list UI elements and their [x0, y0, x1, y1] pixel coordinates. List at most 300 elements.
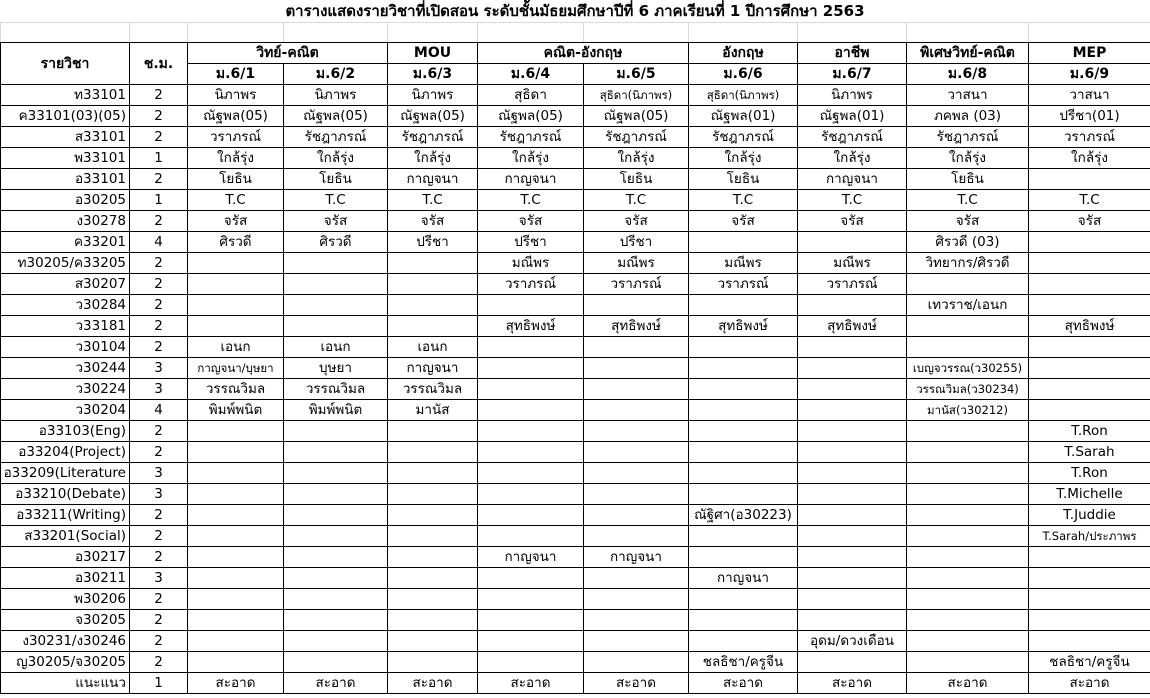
hours-cell[interactable]: 2	[130, 421, 188, 442]
teacher-cell[interactable]: นิภาพร	[798, 85, 907, 106]
program-group-header[interactable]: MEP	[1029, 43, 1150, 64]
teacher-cell[interactable]: กาญจนา	[478, 169, 584, 190]
hours-cell[interactable]: 4	[130, 400, 188, 421]
teacher-cell[interactable]: วรรณวิมล	[188, 379, 284, 400]
teacher-cell[interactable]: ณัฐพล(05)	[584, 106, 689, 127]
hours-cell[interactable]: 2	[130, 589, 188, 610]
teacher-cell[interactable]	[584, 295, 689, 316]
teacher-cell[interactable]: ศิรวดี (03)	[907, 232, 1029, 253]
teacher-cell[interactable]	[388, 547, 478, 568]
teacher-cell[interactable]	[798, 295, 907, 316]
teacher-cell[interactable]: ณัฐพล(05)	[188, 106, 284, 127]
teacher-cell[interactable]: สะอาด	[798, 673, 907, 694]
teacher-cell[interactable]: โยธิน	[907, 169, 1029, 190]
teacher-cell[interactable]: นิภาพร	[388, 85, 478, 106]
teacher-cell[interactable]	[188, 442, 284, 463]
teacher-cell[interactable]	[907, 421, 1029, 442]
teacher-cell[interactable]	[1029, 610, 1150, 631]
teacher-cell[interactable]	[1029, 274, 1150, 295]
teacher-cell[interactable]	[907, 442, 1029, 463]
class-column-header[interactable]: ม.6/1	[188, 64, 284, 85]
hours-cell[interactable]: 2	[130, 274, 188, 295]
teacher-cell[interactable]	[798, 358, 907, 379]
subject-code-cell[interactable]: ว30104	[1, 337, 130, 358]
teacher-cell[interactable]: ใกล้รุ่ง	[478, 148, 584, 169]
teacher-cell[interactable]: T.Ron	[1029, 421, 1150, 442]
teacher-cell[interactable]: T.Juddie	[1029, 505, 1150, 526]
teacher-cell[interactable]	[689, 547, 798, 568]
teacher-cell[interactable]: วราภรณ์	[478, 274, 584, 295]
class-column-header[interactable]: ม.6/3	[388, 64, 478, 85]
teacher-cell[interactable]: วรรณวิมล	[284, 379, 388, 400]
teacher-cell[interactable]: วราภรณ์	[584, 274, 689, 295]
teacher-cell[interactable]	[584, 568, 689, 589]
hours-cell[interactable]: 2	[130, 85, 188, 106]
teacher-cell[interactable]	[907, 652, 1029, 673]
hours-cell[interactable]: 1	[130, 148, 188, 169]
teacher-cell[interactable]: กาญจนา	[584, 547, 689, 568]
hours-cell[interactable]: 2	[130, 547, 188, 568]
class-column-header[interactable]: ม.6/6	[689, 64, 798, 85]
subject-code-cell[interactable]: อ30211	[1, 568, 130, 589]
teacher-cell[interactable]	[388, 652, 478, 673]
hours-cell[interactable]: 2	[130, 652, 188, 673]
teacher-cell[interactable]	[478, 295, 584, 316]
teacher-cell[interactable]: ใกล้รุ่ง	[1029, 148, 1150, 169]
teacher-cell[interactable]: บุษยา	[284, 358, 388, 379]
subject-code-cell[interactable]: อ33101	[1, 169, 130, 190]
teacher-cell[interactable]	[584, 484, 689, 505]
program-group-header[interactable]: MOU	[388, 43, 478, 64]
teacher-cell[interactable]: ปรีชา	[584, 232, 689, 253]
teacher-cell[interactable]: นิภาพร	[188, 85, 284, 106]
teacher-cell[interactable]: สะอาด	[478, 673, 584, 694]
teacher-cell[interactable]: กาญจนา/บุษยา	[188, 358, 284, 379]
teacher-cell[interactable]	[907, 589, 1029, 610]
teacher-cell[interactable]: T.Sarah	[1029, 442, 1150, 463]
teacher-cell[interactable]: วราภรณ์	[689, 274, 798, 295]
program-group-header[interactable]: คณิต-อังกฤษ	[478, 43, 689, 64]
subject-code-cell[interactable]: ว30224	[1, 379, 130, 400]
teacher-cell[interactable]	[388, 631, 478, 652]
teacher-cell[interactable]	[478, 463, 584, 484]
subject-code-cell[interactable]: ท33101	[1, 85, 130, 106]
teacher-cell[interactable]: รัชฎาภรณ์	[584, 127, 689, 148]
teacher-cell[interactable]	[388, 610, 478, 631]
subject-code-cell[interactable]: อ30217	[1, 547, 130, 568]
teacher-cell[interactable]: T.C	[798, 190, 907, 211]
class-column-header[interactable]: ม.6/5	[584, 64, 689, 85]
subject-code-cell[interactable]: ง30278	[1, 211, 130, 232]
teacher-cell[interactable]	[478, 484, 584, 505]
subject-code-cell[interactable]: พ30206	[1, 589, 130, 610]
teacher-cell[interactable]: ปรีชา	[388, 232, 478, 253]
teacher-cell[interactable]: โยธิน	[584, 169, 689, 190]
teacher-cell[interactable]	[478, 652, 584, 673]
teacher-cell[interactable]	[798, 232, 907, 253]
teacher-cell[interactable]	[798, 568, 907, 589]
teacher-cell[interactable]: สุธิดา(นิภาพร)	[584, 85, 689, 106]
teacher-cell[interactable]: สุทธิพงษ์	[798, 316, 907, 337]
teacher-cell[interactable]	[188, 463, 284, 484]
teacher-cell[interactable]: นิภาพร	[284, 85, 388, 106]
teacher-cell[interactable]	[584, 631, 689, 652]
teacher-cell[interactable]	[284, 652, 388, 673]
subject-code-cell[interactable]: ค33101(03)(05)	[1, 106, 130, 127]
teacher-cell[interactable]	[388, 274, 478, 295]
teacher-cell[interactable]: T.C	[584, 190, 689, 211]
teacher-cell[interactable]: พิมพ์พนิต	[284, 400, 388, 421]
teacher-cell[interactable]: จรัส	[188, 211, 284, 232]
teacher-cell[interactable]: ใกล้รุ่ง	[907, 148, 1029, 169]
teacher-cell[interactable]	[388, 442, 478, 463]
teacher-cell[interactable]	[584, 379, 689, 400]
teacher-cell[interactable]	[689, 358, 798, 379]
teacher-cell[interactable]	[188, 274, 284, 295]
teacher-cell[interactable]	[478, 568, 584, 589]
teacher-cell[interactable]	[188, 295, 284, 316]
hours-cell[interactable]: 2	[130, 295, 188, 316]
teacher-cell[interactable]: ณัฐพล(05)	[388, 106, 478, 127]
class-column-header[interactable]: ม.6/7	[798, 64, 907, 85]
teacher-cell[interactable]	[188, 526, 284, 547]
teacher-cell[interactable]: สุทธิพงษ์	[478, 316, 584, 337]
teacher-cell[interactable]	[907, 547, 1029, 568]
teacher-cell[interactable]: จรัส	[584, 211, 689, 232]
teacher-cell[interactable]	[388, 589, 478, 610]
teacher-cell[interactable]	[284, 421, 388, 442]
teacher-cell[interactable]	[188, 421, 284, 442]
teacher-cell[interactable]: สะอาด	[1029, 673, 1150, 694]
teacher-cell[interactable]	[1029, 232, 1150, 253]
teacher-cell[interactable]: มณีพร	[478, 253, 584, 274]
teacher-cell[interactable]	[188, 316, 284, 337]
teacher-cell[interactable]: รัชฎาภรณ์	[907, 127, 1029, 148]
hours-cell[interactable]: 2	[130, 337, 188, 358]
teacher-cell[interactable]	[478, 442, 584, 463]
class-column-header[interactable]: ม.6/2	[284, 64, 388, 85]
teacher-cell[interactable]: มณีพร	[584, 253, 689, 274]
teacher-cell[interactable]: สะอาด	[388, 673, 478, 694]
hours-cell[interactable]: 2	[130, 316, 188, 337]
teacher-cell[interactable]: จรัส	[689, 211, 798, 232]
teacher-cell[interactable]: สุธิดา	[478, 85, 584, 106]
hours-cell[interactable]: 2	[130, 127, 188, 148]
teacher-cell[interactable]	[907, 484, 1029, 505]
subject-code-cell[interactable]: อ30205	[1, 190, 130, 211]
teacher-cell[interactable]: T.Sarah/ประภาพร	[1029, 526, 1150, 547]
teacher-cell[interactable]	[584, 526, 689, 547]
teacher-cell[interactable]: ศิรวดี	[284, 232, 388, 253]
teacher-cell[interactable]: โยธิน	[188, 169, 284, 190]
teacher-cell[interactable]: T.C	[907, 190, 1029, 211]
teacher-cell[interactable]	[689, 484, 798, 505]
teacher-cell[interactable]	[584, 421, 689, 442]
teacher-cell[interactable]	[388, 526, 478, 547]
program-group-header[interactable]: อาชีพ	[798, 43, 907, 64]
teacher-cell[interactable]	[907, 337, 1029, 358]
teacher-cell[interactable]: ปรีชา	[478, 232, 584, 253]
teacher-cell[interactable]	[388, 295, 478, 316]
teacher-cell[interactable]: จรัส	[907, 211, 1029, 232]
subject-code-cell[interactable]: อ33210(Debate)	[1, 484, 130, 505]
teacher-cell[interactable]: เทวราช/เอนก	[907, 295, 1029, 316]
teacher-cell[interactable]: โยธิน	[284, 169, 388, 190]
subject-code-cell[interactable]: จ30205	[1, 610, 130, 631]
class-column-header[interactable]: ม.6/8	[907, 64, 1029, 85]
teacher-cell[interactable]	[907, 274, 1029, 295]
teacher-cell[interactable]	[388, 316, 478, 337]
subject-code-cell[interactable]: ว30284	[1, 295, 130, 316]
teacher-cell[interactable]: วิทยากร/ศิรวดี	[907, 253, 1029, 274]
teacher-cell[interactable]	[478, 610, 584, 631]
teacher-cell[interactable]	[188, 589, 284, 610]
subject-code-cell[interactable]: พ33101	[1, 148, 130, 169]
teacher-cell[interactable]: สะอาด	[689, 673, 798, 694]
teacher-cell[interactable]	[584, 589, 689, 610]
teacher-cell[interactable]: ใกล้รุ่ง	[388, 148, 478, 169]
teacher-cell[interactable]	[1029, 589, 1150, 610]
teacher-cell[interactable]: T.C	[689, 190, 798, 211]
teacher-cell[interactable]: มณีพร	[798, 253, 907, 274]
teacher-cell[interactable]: วราภรณ์	[798, 274, 907, 295]
teacher-cell[interactable]	[1029, 547, 1150, 568]
teacher-cell[interactable]	[584, 610, 689, 631]
teacher-cell[interactable]	[388, 463, 478, 484]
class-column-header[interactable]: ม.6/4	[478, 64, 584, 85]
teacher-cell[interactable]	[284, 631, 388, 652]
hours-cell[interactable]: 1	[130, 673, 188, 694]
teacher-cell[interactable]	[689, 526, 798, 547]
teacher-cell[interactable]: ศิรวดี	[188, 232, 284, 253]
teacher-cell[interactable]	[284, 274, 388, 295]
teacher-cell[interactable]: ปรีชา(01)	[1029, 106, 1150, 127]
teacher-cell[interactable]	[584, 652, 689, 673]
teacher-cell[interactable]	[907, 463, 1029, 484]
teacher-cell[interactable]	[689, 610, 798, 631]
teacher-cell[interactable]	[284, 568, 388, 589]
teacher-cell[interactable]: รัชฎาภรณ์	[478, 127, 584, 148]
teacher-cell[interactable]	[689, 421, 798, 442]
teacher-cell[interactable]: T.Ron	[1029, 463, 1150, 484]
teacher-cell[interactable]: วรรณวิมล(ว30234)	[907, 379, 1029, 400]
teacher-cell[interactable]: วราภรณ์	[1029, 127, 1150, 148]
teacher-cell[interactable]	[798, 337, 907, 358]
teacher-cell[interactable]: กาญจนา	[478, 547, 584, 568]
class-column-header[interactable]: ม.6/9	[1029, 64, 1150, 85]
teacher-cell[interactable]: โยธิน	[689, 169, 798, 190]
teacher-cell[interactable]	[798, 484, 907, 505]
teacher-cell[interactable]	[689, 232, 798, 253]
hours-cell[interactable]: 2	[130, 631, 188, 652]
hours-cell[interactable]: 1	[130, 190, 188, 211]
teacher-cell[interactable]: จรัส	[798, 211, 907, 232]
teacher-cell[interactable]	[584, 463, 689, 484]
teacher-cell[interactable]: วราภรณ์	[188, 127, 284, 148]
teacher-cell[interactable]	[388, 253, 478, 274]
teacher-cell[interactable]	[689, 400, 798, 421]
teacher-cell[interactable]: วาสนา	[1029, 85, 1150, 106]
teacher-cell[interactable]	[478, 421, 584, 442]
teacher-cell[interactable]	[798, 652, 907, 673]
subject-code-cell[interactable]: ง30231/ง30246	[1, 631, 130, 652]
teacher-cell[interactable]	[478, 526, 584, 547]
teacher-cell[interactable]: จรัส	[1029, 211, 1150, 232]
program-group-header[interactable]: วิทย์-คณิต	[188, 43, 388, 64]
teacher-cell[interactable]: ใกล้รุ่ง	[188, 148, 284, 169]
teacher-cell[interactable]: รัชฎาภรณ์	[284, 127, 388, 148]
teacher-cell[interactable]	[798, 400, 907, 421]
teacher-cell[interactable]: สะอาด	[284, 673, 388, 694]
teacher-cell[interactable]	[284, 610, 388, 631]
teacher-cell[interactable]	[798, 547, 907, 568]
teacher-cell[interactable]	[584, 505, 689, 526]
teacher-cell[interactable]: มานัส	[388, 400, 478, 421]
teacher-cell[interactable]: เอนก	[284, 337, 388, 358]
teacher-cell[interactable]: พิมพ์พนิต	[188, 400, 284, 421]
teacher-cell[interactable]: กาญจนา	[689, 568, 798, 589]
subject-code-cell[interactable]: ส30207	[1, 274, 130, 295]
hours-cell[interactable]: 2	[130, 169, 188, 190]
teacher-cell[interactable]	[798, 610, 907, 631]
teacher-cell[interactable]: T.C	[388, 190, 478, 211]
teacher-cell[interactable]	[284, 526, 388, 547]
teacher-cell[interactable]	[1029, 337, 1150, 358]
teacher-cell[interactable]	[388, 484, 478, 505]
teacher-cell[interactable]: สุทธิพงษ์	[689, 316, 798, 337]
teacher-cell[interactable]	[1029, 169, 1150, 190]
teacher-cell[interactable]: ณัฐิศา(อ30223)	[689, 505, 798, 526]
teacher-cell[interactable]: รัชฎาภรณ์	[388, 127, 478, 148]
teacher-cell[interactable]	[478, 589, 584, 610]
teacher-cell[interactable]: สะอาด	[907, 673, 1029, 694]
teacher-cell[interactable]	[907, 568, 1029, 589]
teacher-cell[interactable]	[798, 463, 907, 484]
teacher-cell[interactable]: ใกล้รุ่ง	[584, 148, 689, 169]
teacher-cell[interactable]: สะอาด	[584, 673, 689, 694]
hours-cell[interactable]: 2	[130, 211, 188, 232]
teacher-cell[interactable]	[388, 505, 478, 526]
teacher-cell[interactable]	[1029, 358, 1150, 379]
subject-code-cell[interactable]: ว30244	[1, 358, 130, 379]
subject-code-cell[interactable]: อ33209(Literature	[1, 463, 130, 484]
teacher-cell[interactable]	[1029, 379, 1150, 400]
teacher-cell[interactable]	[907, 316, 1029, 337]
teacher-cell[interactable]	[689, 631, 798, 652]
teacher-cell[interactable]: T.C	[478, 190, 584, 211]
hours-cell[interactable]: 2	[130, 505, 188, 526]
teacher-cell[interactable]: เบญจวรรณ(ว30255)	[907, 358, 1029, 379]
teacher-cell[interactable]	[689, 295, 798, 316]
hours-cell[interactable]: 2	[130, 442, 188, 463]
teacher-cell[interactable]: ใกล้รุ่ง	[284, 148, 388, 169]
teacher-cell[interactable]	[1029, 631, 1150, 652]
teacher-cell[interactable]	[798, 442, 907, 463]
teacher-cell[interactable]	[584, 400, 689, 421]
teacher-cell[interactable]: T.C	[1029, 190, 1150, 211]
subject-code-cell[interactable]: ส33101	[1, 127, 130, 148]
teacher-cell[interactable]	[188, 547, 284, 568]
teacher-cell[interactable]	[478, 400, 584, 421]
teacher-cell[interactable]: T.Michelle	[1029, 484, 1150, 505]
subject-column-header[interactable]: รายวิชา	[1, 43, 130, 85]
teacher-cell[interactable]	[689, 442, 798, 463]
teacher-cell[interactable]: กาญจนา	[388, 169, 478, 190]
teacher-cell[interactable]	[1029, 400, 1150, 421]
teacher-cell[interactable]: T.C	[188, 190, 284, 211]
teacher-cell[interactable]	[478, 631, 584, 652]
teacher-cell[interactable]	[798, 589, 907, 610]
teacher-cell[interactable]: สุทธิพงษ์	[584, 316, 689, 337]
teacher-cell[interactable]	[284, 295, 388, 316]
program-group-header[interactable]: อังกฤษ	[689, 43, 798, 64]
teacher-cell[interactable]: รัชฎาภรณ์	[798, 127, 907, 148]
teacher-cell[interactable]: อุดม/ดวงเดือน	[798, 631, 907, 652]
teacher-cell[interactable]	[284, 316, 388, 337]
hours-cell[interactable]: 2	[130, 253, 188, 274]
subject-code-cell[interactable]: แนะแนว	[1, 673, 130, 694]
subject-code-cell[interactable]: ญ30205/จ30205	[1, 652, 130, 673]
teacher-cell[interactable]: รัชฎาภรณ์	[689, 127, 798, 148]
teacher-cell[interactable]	[284, 505, 388, 526]
teacher-cell[interactable]: วรรณวิมล	[388, 379, 478, 400]
subject-code-cell[interactable]: อ33211(Writing)	[1, 505, 130, 526]
teacher-cell[interactable]	[284, 484, 388, 505]
teacher-cell[interactable]	[188, 631, 284, 652]
teacher-cell[interactable]	[689, 379, 798, 400]
teacher-cell[interactable]: ชลธิชา/ครูจีน	[1029, 652, 1150, 673]
teacher-cell[interactable]	[1029, 295, 1150, 316]
teacher-cell[interactable]	[798, 526, 907, 547]
teacher-cell[interactable]	[907, 610, 1029, 631]
subject-code-cell[interactable]: ว33181	[1, 316, 130, 337]
teacher-cell[interactable]	[284, 442, 388, 463]
teacher-cell[interactable]	[478, 505, 584, 526]
teacher-cell[interactable]	[388, 568, 478, 589]
teacher-cell[interactable]	[1029, 568, 1150, 589]
teacher-cell[interactable]	[689, 589, 798, 610]
hours-cell[interactable]: 2	[130, 610, 188, 631]
teacher-cell[interactable]: ชลธิชา/ครูจีน	[689, 652, 798, 673]
teacher-cell[interactable]: T.C	[284, 190, 388, 211]
teacher-cell[interactable]: มณีพร	[689, 253, 798, 274]
teacher-cell[interactable]	[584, 358, 689, 379]
hours-cell[interactable]: 3	[130, 463, 188, 484]
teacher-cell[interactable]: สุทธิพงษ์	[1029, 316, 1150, 337]
teacher-cell[interactable]: ใกล้รุ่ง	[798, 148, 907, 169]
teacher-cell[interactable]	[798, 379, 907, 400]
subject-code-cell[interactable]: ว30204	[1, 400, 130, 421]
teacher-cell[interactable]: จรัส	[388, 211, 478, 232]
teacher-cell[interactable]	[188, 652, 284, 673]
teacher-cell[interactable]: ณัฐพล(05)	[478, 106, 584, 127]
teacher-cell[interactable]: เอนก	[188, 337, 284, 358]
teacher-cell[interactable]	[478, 337, 584, 358]
subject-code-cell[interactable]: ค33201	[1, 232, 130, 253]
teacher-cell[interactable]: ใกล้รุ่ง	[689, 148, 798, 169]
teacher-cell[interactable]	[284, 547, 388, 568]
hours-cell[interactable]: 2	[130, 106, 188, 127]
hours-cell[interactable]: 3	[130, 358, 188, 379]
teacher-cell[interactable]	[478, 379, 584, 400]
teacher-cell[interactable]	[907, 631, 1029, 652]
teacher-cell[interactable]	[798, 421, 907, 442]
teacher-cell[interactable]: จรัส	[478, 211, 584, 232]
hours-cell[interactable]: 2	[130, 526, 188, 547]
teacher-cell[interactable]	[907, 526, 1029, 547]
teacher-cell[interactable]: ณัฐพล(01)	[689, 106, 798, 127]
teacher-cell[interactable]	[798, 505, 907, 526]
